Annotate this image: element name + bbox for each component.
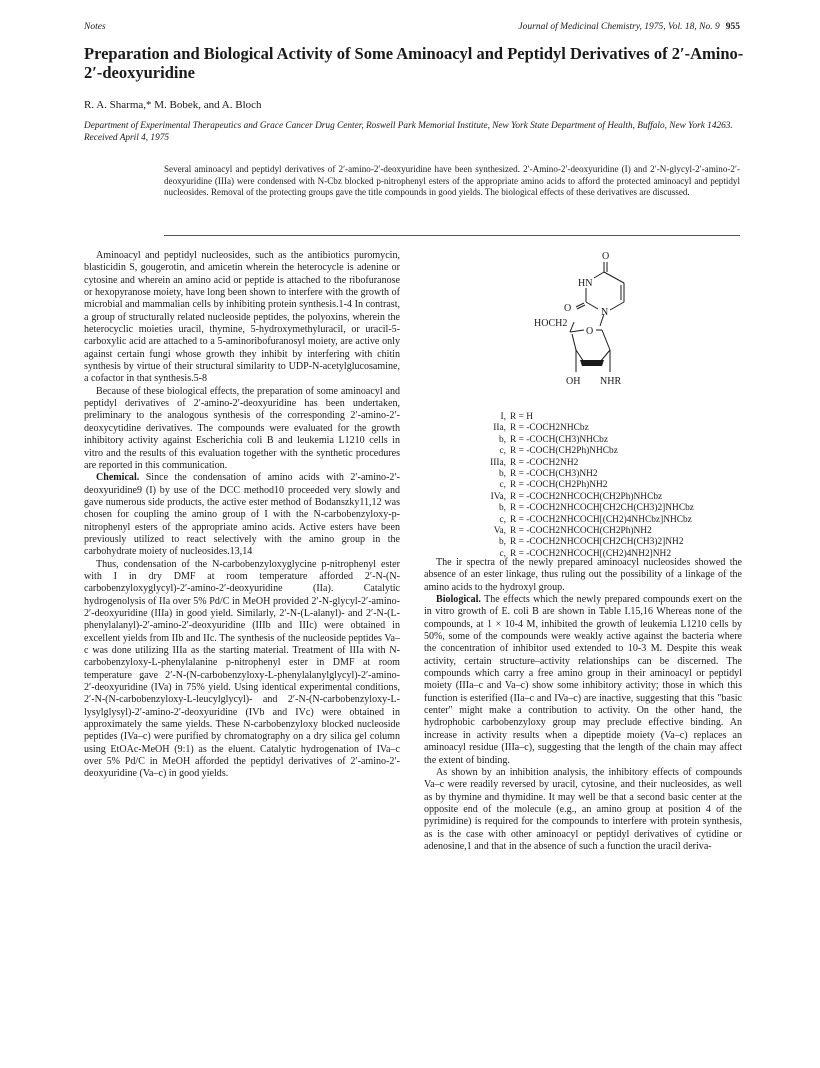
chemical-heading: Chemical. xyxy=(96,472,140,484)
legend-row xyxy=(462,458,752,469)
legend-compound-label: IIa, xyxy=(493,423,506,434)
legend-compound-label: I, xyxy=(500,412,506,422)
journal-citation xyxy=(518,20,740,34)
legend-compound-label: IVa, xyxy=(490,491,506,502)
legend-compound-label: b, xyxy=(498,468,506,479)
atom-o-top: O xyxy=(602,251,610,262)
legend-substituent: R = -COCH2NHCOCH[CH2CH(CH3)2]NHCbz xyxy=(510,503,694,514)
legend-compound-label: Va, xyxy=(493,525,506,536)
legend-substituent: R = -COCH(CH3)NHCbz xyxy=(510,434,608,445)
biological-paragraph xyxy=(424,594,742,767)
page-number: 955 xyxy=(725,22,740,32)
legend-compound-label: b, xyxy=(498,434,506,445)
author-list: R. A. Sharma,* M. Bobek, and A. Bloch xyxy=(84,99,262,111)
legend-row xyxy=(462,412,752,423)
legend-compound-label: b, xyxy=(498,503,506,514)
legend-substituent: R = -COCH2NH2 xyxy=(510,457,579,468)
biological-heading: Biological. xyxy=(436,594,481,606)
abstract: Several aminoacyl and peptidyl derivatives of 2′-amino-2′-deoxyuridine have been synthesized. 2′-Amino-2′-deoxyuridine (I) and 2′-N-glycyl-2′-amino-2′-deoxyuridine (IIIa) were condensed with N-Cbz blocked p-nitrophenyl esters of the appropriate amino acids to afford the protected aminoacyl and peptidyl nucleosides. Removal of the protecting groups gave the title compounds in good yields. The biological effects of these derivatives are discussed. xyxy=(164,164,740,198)
atom-o-ring: O xyxy=(586,326,594,337)
atom-o-left: O xyxy=(564,303,572,314)
left-column xyxy=(84,250,400,781)
legend-row xyxy=(462,503,752,514)
legend-substituent: R = -COCH(CH2Ph)NHCbz xyxy=(510,446,618,457)
intro-paragraph-2: Because of these biological effects, the preparation of some aminoacyl and peptidyl derivatives of 2′-amino-2′-deoxyuridine has been undertaken, preliminary to the analogous synthesis of the corresponding 2′-amino-2′-deoxycytidine derivatives. The compounds were evaluated for the growth inhibitory activity against Escherichia coli B and leukemia L1210 cells in vitro and the results of this evaluation together with the synthetic procedures are reported in this communication. xyxy=(84,385,400,471)
journal-name: Journal of Medicinal Chemistry, 1975, Vol. 18, No. 9 xyxy=(518,22,720,32)
article-title: Preparation and Biological Activity of Some Aminoacyl and Peptidyl Derivatives of 2′-Amino-2′-deoxyuridine xyxy=(84,44,744,82)
ring-wedge-bond xyxy=(580,360,604,366)
legend-compound-label: c, xyxy=(499,548,506,559)
biological-text: The effects which the newly prepared compounds exert on the in vitro growth of E. coli B are shown in Table I.15,16 Whereas none of the compounds, at 1 × 10-4 M, inhibited the growth of leukemia L1210 cells by 50%, some of the compounds were weakly active against the bacteria where the concentration of inhibitor used extended to 10-3 M. Despite this weak activity, certain structure–activity relationships can be discerned. The compounds which carry a free amino group in their aminoacyl or peptidyl moiety (IIIa–c and Va–c) show some inhibitory activity; those in which this function is esterified (IIa–c and IVa–c) are inactive, suggesting that this "basic center" might make a contribution to activity. On the other hand, the hydrophobic carbobenzyloxy group may preclude effective binding. An increase in activity results when a dipeptide moiety (Va–c) replaces an aminoacyl residue (IIIa–c), suggesting that the length of the chain may affect the extent of binding. xyxy=(424,594,742,766)
legend-substituent: R = -COCH2NHCOCH(CH2Ph)NHCbz xyxy=(510,491,663,502)
legend-row xyxy=(462,526,752,537)
chemical-text: Since the condensation of amino acids with 2′-amino-2′-deoxyuridine9 (I) by use of the DCC method10 proceeded very slowly and gave numerous side products, the active ester method of Bodanszky11,12 was chosen for coupling the amino group of I with the N-carbobenzyloxy-p-nitrophenyl esters of the appropriate amino acids. Active esters have been previously utilized to react selectively with the amino group in the carbohydrate moiety of nucleosides.13,14 xyxy=(84,472,400,558)
legend-substituent: R = -COCH2NHCOCH[(CH2)4NHCbz]NHCbz xyxy=(510,514,692,525)
section-name: Notes xyxy=(84,22,106,32)
legend-row xyxy=(462,515,752,526)
ir-paragraph: The ir spectra of the newly prepared aminoacyl nucleosides showed the absence of an ester linkage, thus ruling out the possibility of a linkage of the amino acids to the hydroxyl group. xyxy=(424,557,742,593)
chemical-paragraph xyxy=(84,472,400,558)
nhr-label: NHR xyxy=(600,376,622,387)
legend-substituent: R = -COCH2NHCOCH(CH2Ph)NH2 xyxy=(510,525,652,536)
running-head xyxy=(84,20,740,34)
inhibition-paragraph: As shown by an inhibition analysis, the inhibitory effects of compounds Va–c were readily reversed by uracil, cytosine, and their nucleosides, as well as by thymine and thymidine. It may well be that a second basic center at the opposite end of the molecule (e.g., an amino group at position 4 of the pyrimidine) is required for the compounds to interfere with protein synthesis, as is the case with other aminoacyl or peptidyl derivatives of cytidine or adenosine,1 and that in the absence of such a function the uracil deriva- xyxy=(424,766,742,852)
atom-n: N xyxy=(601,307,609,318)
atom-hn: HN xyxy=(578,278,593,289)
right-column xyxy=(424,557,742,853)
uridine-structure-diagram xyxy=(524,250,664,400)
legend-substituent: R = H xyxy=(510,412,533,422)
legend-compound-label: c, xyxy=(499,446,506,457)
legend-substituent: R = -COCH2NHCbz xyxy=(510,423,589,434)
legend-row xyxy=(462,469,752,480)
legend-substituent: R = -COCH(CH3)NH2 xyxy=(510,468,598,479)
legend-substituent: R = -COCH(CH2Ph)NH2 xyxy=(510,480,608,491)
legend-compound-label: c, xyxy=(499,480,506,491)
legend-row xyxy=(462,446,752,457)
legend-row xyxy=(462,492,752,503)
affiliation: Department of Experimental Therapeutics and Grace Cancer Drug Center, Roswell Park Memorial Institute, New York State Department of Health, Buffalo, New York 14263. Received April 4, 1975 xyxy=(84,121,733,143)
legend-compound-label: IIIa, xyxy=(490,457,506,468)
oh-label: OH xyxy=(566,376,581,387)
hoch2-label: HOCH2 xyxy=(534,318,568,329)
compound-legend xyxy=(462,412,752,560)
synthesis-paragraph: Thus, condensation of the N-carbobenzyloxyglycine p-nitrophenyl ester with I in dry DMF at room temperature afforded 2′-N-(N-carbobenzyloxyglycyl)-2′-amino-2′-deoxyuridine (IIa). Catalytic hydrogenolysis of IIa over 5% Pd/C in MeOH provided 2′-N-glycyl-2′-amino-2′-deoxyuridine (IIIa) in good yield. Similarly, 2′-N-(L-alanyl)- and 2′-N-(L-phenylalanyl)-2′-amino-2′-deoxyuridine (IIIb and IIIc) were obtained in excellent yields from IIb and IIc. The synthesis of the nucleoside peptides Va–c was done utilizing IIIa as the starting material. Treatment of IIIa with N-carbobenzyloxy-L-phenylalanine p-nitrophenyl ester in DMF at room temperature gave 2′-N-(N-carbobenzyloxy-L-phenylalanylglycyl)-2′-amino-2′-deoxyuridine (IVa) in 75% yield. Using identical experimental conditions, 2′-N-(N-carbobenzyloxy-L-leucylglycyl)- and 2′-N-(N-carbobenzyloxy-L-lysylglysyl)-2′-amino-2′-deoxyuridine (IVb and IVc) were obtained in approximately the same yields. These N-carbobenzyloxy blocked nucleoside peptides (IVa–c) were purified by chromatography on a dry silica gel column using EtOAc-MeOH (9:1) as the eluent. Catalytic hydrogenation of IVa–c over 5% Pd/C in MeOH afforded the peptidyl derivatives of 2′-amino-2′-deoxyuridine (Va–c) in good yields. xyxy=(84,558,400,780)
intro-paragraph-1: Aminoacyl and peptidyl nucleosides, such as the antibiotics puromycin, blasticidin S, gougerotin, and amicetin wherein the heterocycle is adenine or cytosine and wherein an amino acid or peptide is attached to the ribofuranose or hexopyranose moiety, have long been shown to interfere with the growth of microbial and mammalian cells by inhibiting protein synthesis.1-4 In contrast, a group of structurally related nucleoside peptides, the polyoxins, wherein the heterocyclic moieties uracil, thymine, 5-hydroxymethyluracil, or uracil-5-carboxylic acid are attached to a 5-aminoribofuranosyl moiety, are active only against certain fungi whose growth they inhibit by interfering with chitin synthesis by virtue of their structural similarity to UDP-N-acetylglucosamine, a cofactor in that synthesis.5-8 xyxy=(84,250,400,385)
legend-compound-label: c, xyxy=(499,514,506,525)
legend-row xyxy=(462,435,752,446)
abstract-rule xyxy=(164,235,740,236)
legend-substituent: R = -COCH2NHCOCH[(CH2)4NH2]NH2 xyxy=(510,548,672,559)
legend-row xyxy=(462,480,752,491)
legend-compound-label: b, xyxy=(498,537,506,548)
legend-row xyxy=(462,537,752,548)
legend-substituent: R = -COCH2NHCOCH[CH2CH(CH3)2]NH2 xyxy=(510,537,684,548)
legend-row xyxy=(462,423,752,434)
